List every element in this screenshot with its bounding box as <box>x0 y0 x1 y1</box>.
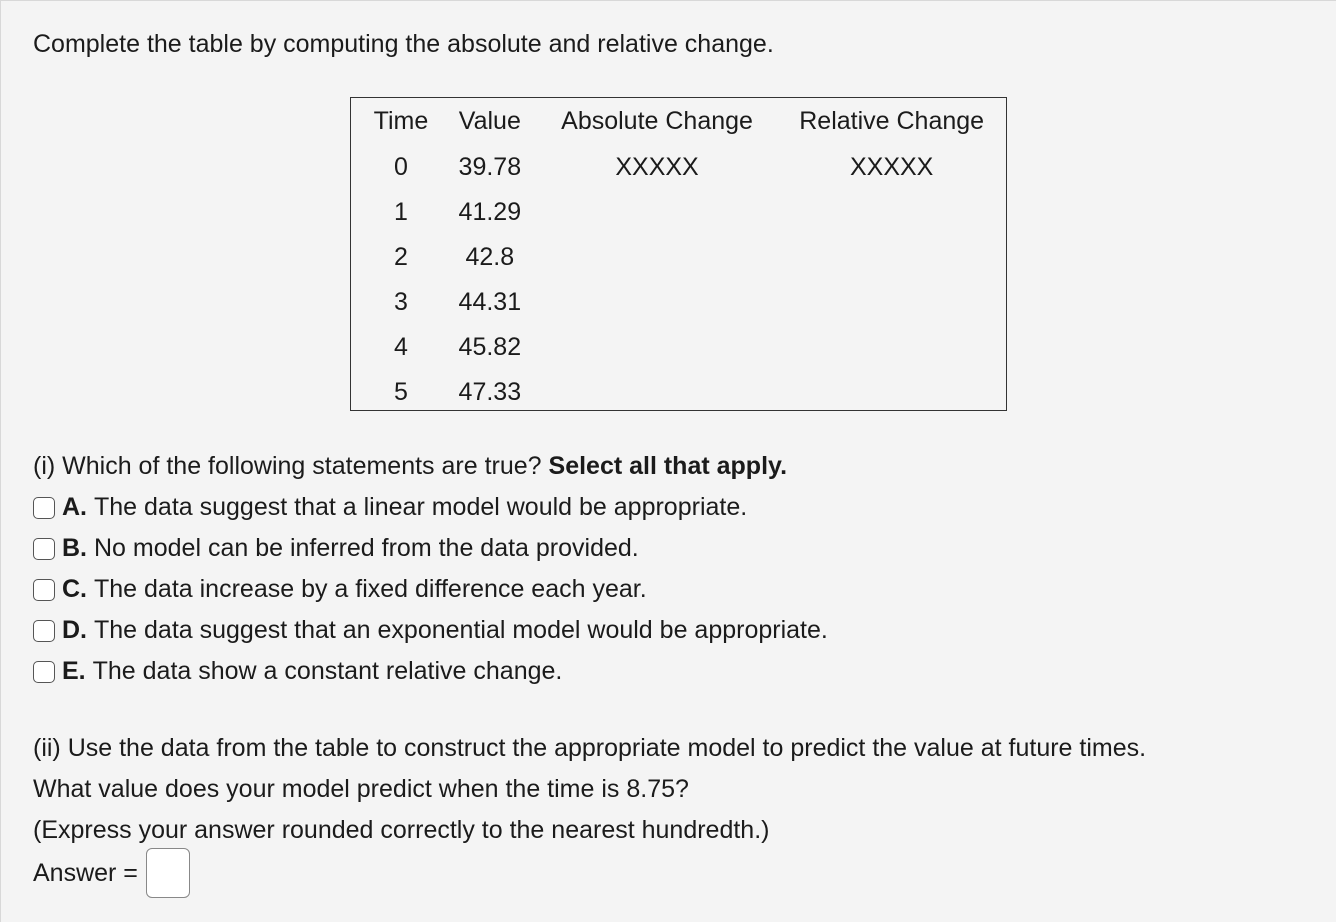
question-1-prompt <box>33 452 787 481</box>
table-row <box>359 190 1006 235</box>
answer-input[interactable] <box>146 848 190 898</box>
option-d[interactable] <box>33 610 828 651</box>
options-list <box>33 487 828 692</box>
table-row <box>359 145 1006 190</box>
cell-relative-change <box>777 325 1006 370</box>
table-row <box>359 370 1006 415</box>
left-border <box>0 0 1 922</box>
cell-value: 44.31 <box>458 288 522 316</box>
cell-value: 39.78 <box>458 153 522 181</box>
option-letter: C. <box>62 575 87 603</box>
option-c-checkbox[interactable] <box>33 579 55 601</box>
cell-relative-change <box>777 280 1006 325</box>
cell-absolute-change <box>537 325 778 370</box>
question-1-text: (i) Which of the following statements are true? <box>33 452 542 480</box>
option-letter: D. <box>62 616 87 644</box>
cell-absolute-change <box>537 280 778 325</box>
question-1-emphasis: Select all that apply. <box>548 452 788 480</box>
cell-value: 42.8 <box>465 243 515 271</box>
option-e[interactable] <box>33 651 828 692</box>
option-letter: E. <box>62 657 86 685</box>
option-a-checkbox[interactable] <box>33 497 55 519</box>
question-2-line-2: What value does your model predict when the time is 8.75? <box>33 775 689 803</box>
cell-absolute-change <box>537 370 778 415</box>
cell-time: 1 <box>394 198 408 226</box>
table-row <box>359 235 1006 280</box>
header-absolute-change: Absolute Change <box>561 107 753 135</box>
table-header-row <box>359 98 1006 145</box>
cell-absolute-change <box>537 190 778 235</box>
table-row <box>359 280 1006 325</box>
option-e-checkbox[interactable] <box>33 661 55 683</box>
cell-relative-change: XXXXX <box>849 153 934 181</box>
option-c[interactable] <box>33 569 828 610</box>
top-border <box>0 0 1336 1</box>
question-2 <box>33 728 1333 851</box>
answer-row <box>33 848 190 898</box>
cell-value: 41.29 <box>458 198 522 226</box>
option-text: The data increase by a fixed difference each year. <box>94 575 647 603</box>
option-letter: B. <box>62 534 87 562</box>
cell-value: 45.82 <box>458 333 522 361</box>
cell-time: 0 <box>394 153 408 181</box>
cell-absolute-change: XXXXX <box>615 153 699 181</box>
header-value: Value <box>458 107 521 135</box>
question-2-line-3: (Express your answer rounded correctly to the nearest hundredth.) <box>33 816 770 844</box>
option-b[interactable] <box>33 528 828 569</box>
answer-label: Answer = <box>33 858 138 887</box>
header-time: Time <box>373 107 429 135</box>
option-b-checkbox[interactable] <box>33 538 55 560</box>
option-a[interactable] <box>33 487 828 528</box>
change-table-container <box>350 97 1007 411</box>
change-table <box>359 98 1006 415</box>
cell-absolute-change <box>537 235 778 280</box>
question-2-line-1: (ii) Use the data from the table to construct the appropriate model to predict the value at future times. <box>33 734 1147 762</box>
option-text: The data suggest that a linear model would be appropriate. <box>94 493 748 521</box>
cell-time: 3 <box>394 288 408 316</box>
cell-value: 47.33 <box>458 378 522 406</box>
option-letter: A. <box>62 493 87 521</box>
table-row <box>359 325 1006 370</box>
option-text: The data show a constant relative change. <box>92 657 563 685</box>
option-text: The data suggest that an exponential model would be appropriate. <box>94 616 828 644</box>
cell-relative-change <box>777 235 1006 280</box>
cell-time: 5 <box>394 378 408 406</box>
cell-relative-change <box>777 370 1006 415</box>
option-d-checkbox[interactable] <box>33 620 55 642</box>
cell-time: 4 <box>394 333 408 361</box>
option-text: No model can be inferred from the data provided. <box>94 534 639 562</box>
header-relative-change: Relative Change <box>799 107 985 135</box>
cell-relative-change <box>777 190 1006 235</box>
cell-time: 2 <box>394 243 408 271</box>
instructions: Complete the table by computing the absolute and relative change. <box>33 30 774 58</box>
